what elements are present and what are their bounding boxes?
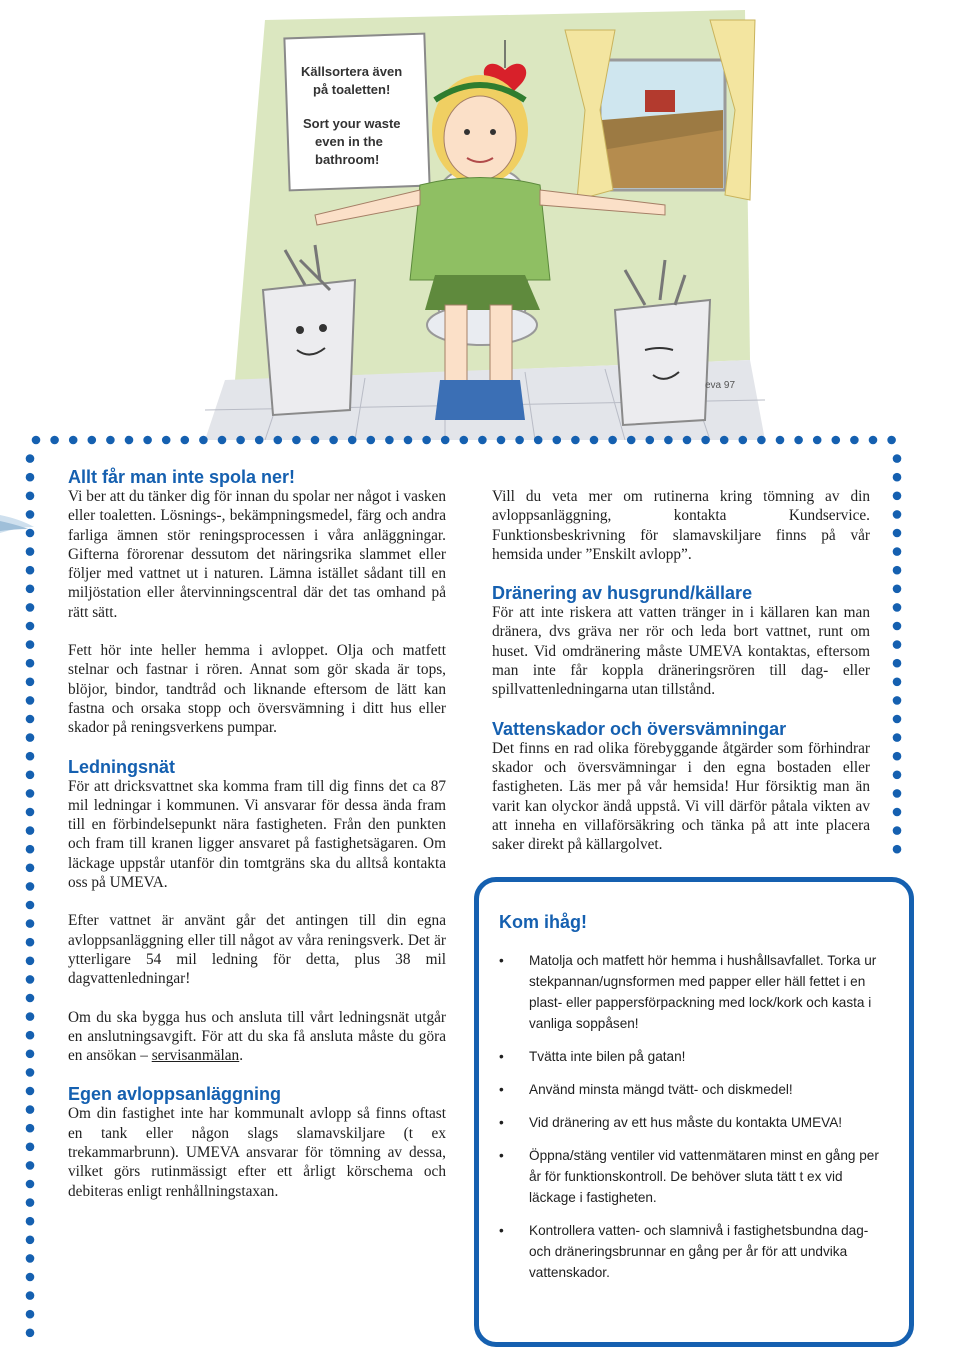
list-item: • Kontrollera vatten- och slamnivå i fastighetsbundna dag- och dräneringsbrunnar en gång per år för att undvika vattenskador.: [499, 1220, 889, 1283]
border-dot: [893, 622, 902, 631]
border-dot: [832, 436, 841, 445]
border-dot: [26, 752, 35, 761]
paragraph-wastewater: Efter vattnet är använt går det antingen till din egna avloppsanläggning eller till något av våra reningsverk. Det är ytterligare 54 mil ledning för detta, plus 38 mil dagvattenledningar!: [68, 912, 446, 988]
border-dot: [893, 454, 902, 463]
border-dot: [534, 436, 543, 445]
border-dot: [478, 436, 487, 445]
border-dot: [893, 640, 902, 649]
border-dot: [88, 436, 97, 445]
border-dot: [893, 547, 902, 556]
border-dot: [26, 919, 35, 928]
border-dot: [26, 696, 35, 705]
heading-water-damage: Vattenskador och översvämningar: [492, 718, 787, 739]
bullet: •: [499, 953, 504, 968]
border-dot: [794, 436, 803, 445]
border-dot: [893, 659, 902, 668]
border-dot: [26, 1180, 35, 1189]
border-dot: [26, 808, 35, 817]
border-dot: [893, 473, 902, 482]
border-dot: [26, 882, 35, 891]
servisanmalan-link[interactable]: servisanmälan: [151, 1047, 240, 1065]
border-dot: [441, 436, 450, 445]
border-dot: [26, 566, 35, 575]
left-column: [68, 467, 446, 1201]
border-dot: [311, 436, 320, 445]
border-dot: [26, 826, 35, 835]
border-dot: [757, 436, 766, 445]
border-dot: [608, 436, 617, 445]
border-dot: [26, 1068, 35, 1077]
border-dot: [893, 603, 902, 612]
border-dot: [739, 436, 748, 445]
border-dot: [218, 436, 227, 445]
bullet: •: [499, 1082, 504, 1097]
border-dot: [893, 715, 902, 724]
border-dot: [893, 510, 902, 519]
border-dot: [646, 436, 655, 445]
paragraph-pipe-network: För att dricksvattnet ska komma fram till dig finns det ca 87 mil ledningar i kommunen. Vi ansvarar för dessa ända fram till en förbindelsepunkt nära fastigheten. Från den punkten och fram till kranen ligger ansvaret på fastighetsägaren. Om läckage uppstår utanför din tomtgräns ska du alltså kontakta oss på UMEVA.: [68, 777, 446, 892]
right-column: [492, 487, 870, 854]
border-dot: [460, 436, 469, 445]
border-dot: [627, 436, 636, 445]
border-dot: [893, 752, 902, 761]
border-dot: [26, 529, 35, 538]
bullet: •: [499, 1049, 504, 1064]
border-dot: [720, 436, 729, 445]
border-dot: [404, 436, 413, 445]
border-dot: [143, 436, 152, 445]
border-dot: [26, 1012, 35, 1021]
border-dot: [26, 1329, 35, 1338]
border-dot: [26, 1254, 35, 1263]
remember-title: Kom ihåg!: [499, 912, 587, 932]
border-dot: [367, 436, 376, 445]
border-dot: [893, 585, 902, 594]
border-dot: [26, 1031, 35, 1040]
border-dot: [422, 436, 431, 445]
border-dot: [553, 436, 562, 445]
border-dot: [893, 678, 902, 687]
border-dot: [590, 436, 599, 445]
border-dot: [776, 436, 785, 445]
bullet: •: [499, 1115, 504, 1130]
border-dot: [26, 994, 35, 1003]
border-dot: [348, 436, 357, 445]
border-dot: [893, 771, 902, 780]
border-dot: [26, 864, 35, 873]
border-dot: [683, 436, 692, 445]
sign-line-en-3: bathroom!: [315, 152, 380, 167]
border-dot: [26, 1050, 35, 1059]
list-item: • Tvätta inte bilen på gatan!: [499, 1046, 889, 1067]
border-dot: [274, 436, 283, 445]
paragraph-drainage: För att inte riskera att vatten tränger in i källaren kan man dränera, dvs gräva ner rör och leda bort vattnet, runt om huset. Vid omdränering måste UMEVA kontaktas, eftersom man inte får koppla dräneringsrören till dag- eller spillvattenledningarna utan tillstånd.: [492, 604, 870, 699]
border-dot: [26, 510, 35, 519]
border-dot: [329, 436, 338, 445]
border-dot: [50, 436, 59, 445]
border-dot: [26, 640, 35, 649]
border-dot: [292, 436, 301, 445]
paragraph-do-not-flush: Vi ber att du tänker dig för innan du spolar ner något i vasken eller toaletten. Lösnings-, bekämpningsmedel, färg och andra farliga ämnen stör reningsprocessen i våra anläggningar. Gifterna förorenar dessutom det näringsrika slammet eller följer med vattnet ut i naturen. Lämna istället sådant till en miljöstation eller återvinningscentral där det tas omhand på rätt sätt.: [68, 488, 446, 621]
border-dot: [887, 436, 896, 445]
connection-text: Om du ska bygga hus och ansluta till vårt ledningsnät utgår en anslutningsavgift. För att du ska få ansluta måste du göra en ansökan –: [68, 1008, 446, 1065]
border-dot: [236, 436, 245, 445]
border-dot: [26, 733, 35, 742]
border-dot: [255, 436, 264, 445]
border-dot: [893, 733, 902, 742]
list-item: • Vid dränering av ett hus måste du kontakta UMEVA!: [499, 1112, 889, 1133]
list-item: • Matolja och matfett hör hemma i hushållsavfallet. Torka ur stekpannan/ugnsformen med papper eller häll fettet i en plast- eller pappersförpackning med lock/kork och kasta i vanliga soppåsen!: [499, 950, 889, 1034]
connection-end: .: [239, 1047, 244, 1065]
border-dot: [26, 1105, 35, 1114]
bullet: •: [499, 1148, 504, 1163]
border-dot: [813, 436, 822, 445]
paragraph-connection: [68, 1008, 446, 1066]
border-dot: [26, 938, 35, 947]
paragraph-water-damage: Det finns en rad olika förebyggande åtgärder som förhindrar skador och översvämningar i den egna bostaden eller fastigheten. Läs mer på vår hemsida! Hur försiktig man än varit kan olyckor ändå uppstå. Vi vill därför påtala vikten av att inneha en villaförsäkring och tänka på att inte placera saker direkt på källargolvet.: [492, 739, 870, 854]
border-dot: [26, 975, 35, 984]
border-dot: [106, 436, 115, 445]
paragraph-fat: Fett hör inte heller hemma i avloppet. Olja och matfett stelnar och fastnar i rören. Annat som gör skada är tops, blöjor, bindor, tandtråd och liknande eftersom de lätt kan fastna och orsaka stopp och översvämning i ditt hus eller skador på reningsverkens pumpar.: [68, 642, 446, 737]
border-dot: [26, 789, 35, 798]
border-dot: [26, 715, 35, 724]
border-dot: [26, 603, 35, 612]
border-dot: [515, 436, 524, 445]
border-dot: [893, 566, 902, 575]
heading-drainage: Dränering av husgrund/källare: [492, 583, 753, 604]
border-dot: [69, 436, 78, 445]
border-dot: [26, 1310, 35, 1319]
border-dot: [26, 957, 35, 966]
border-dot: [181, 436, 190, 445]
border-dot: [26, 659, 35, 668]
border-dot: [26, 678, 35, 687]
border-dot: [26, 454, 35, 463]
heading-pipe-network: Ledningsnät: [68, 756, 175, 777]
artist-signature: eva 97: [705, 380, 736, 391]
border-dot: [199, 436, 208, 445]
border-dot: [893, 808, 902, 817]
paragraph-customer-service: Vill du veta mer om rutinerna kring tömning av din avloppsanläggning, kontakta Kundservice. Funktionsbeskrivning för slamavskiljare finns på vår hemsida under ”Enskilt avlopp”.: [492, 488, 870, 563]
border-dot: [26, 585, 35, 594]
border-dot: [125, 436, 134, 445]
border-dot: [664, 436, 673, 445]
border-dot: [869, 436, 878, 445]
border-dot: [26, 1143, 35, 1152]
list-item: • Använd minsta mängd tvätt- och diskmedel!: [499, 1079, 889, 1100]
border-dot: [26, 1273, 35, 1282]
border-dot: [162, 436, 171, 445]
border-dot: [893, 696, 902, 705]
border-dot: [26, 492, 35, 501]
heading-do-not-flush: Allt får man inte spola ner!: [68, 467, 296, 487]
sign-line-sv-2: på toaletten!: [313, 82, 391, 97]
remember-box: [474, 877, 914, 1347]
border-dot: [893, 789, 902, 798]
border-dot: [32, 436, 41, 445]
border-dot: [26, 473, 35, 482]
border-dot: [26, 845, 35, 854]
heading-own-sewage: Egen avloppsanläggning: [68, 1084, 282, 1105]
border-dot: [26, 771, 35, 780]
border-dot: [26, 547, 35, 556]
sign-line-en-1: Sort your waste: [303, 116, 401, 131]
border-dot: [893, 492, 902, 501]
border-dot: [701, 436, 710, 445]
border-dot: [571, 436, 580, 445]
sign-line-sv-1: Källsortera även: [301, 64, 403, 79]
border-dot: [26, 1161, 35, 1170]
paragraph-own-sewage: Om din fastighet inte har kommunalt avlopp så finns oftast en tank eller någon slags slamavskiljare (t ex trekammarbrunn). UMEVA ansvarar för tömning av dessa, vilket görs rutinmässigt efter ett årligt körschema och debiteras enligt renhållningstaxan.: [68, 1105, 446, 1200]
border-dot: [850, 436, 859, 445]
border-dot: [26, 1198, 35, 1207]
border-dot: [26, 1291, 35, 1300]
remember-list: [499, 950, 889, 1295]
border-dot: [26, 1124, 35, 1133]
border-dot: [893, 845, 902, 854]
border-dot: [26, 1217, 35, 1226]
bullet: •: [499, 1223, 504, 1238]
border-dot: [26, 1236, 35, 1245]
border-dot: [385, 436, 394, 445]
border-dot: [893, 529, 902, 538]
border-dot: [26, 901, 35, 910]
border-dot: [893, 826, 902, 835]
border-dot: [26, 1087, 35, 1096]
border-dot: [26, 622, 35, 631]
list-item: • Öppna/stäng ventiler vid vattenmätaren minst en gång per år för funktionskontroll. De behöver sluta tätt t ex vid läckage i fastigheten.: [499, 1145, 889, 1208]
sign-line-en-2: even in the: [315, 134, 383, 149]
border-dot: [497, 436, 506, 445]
